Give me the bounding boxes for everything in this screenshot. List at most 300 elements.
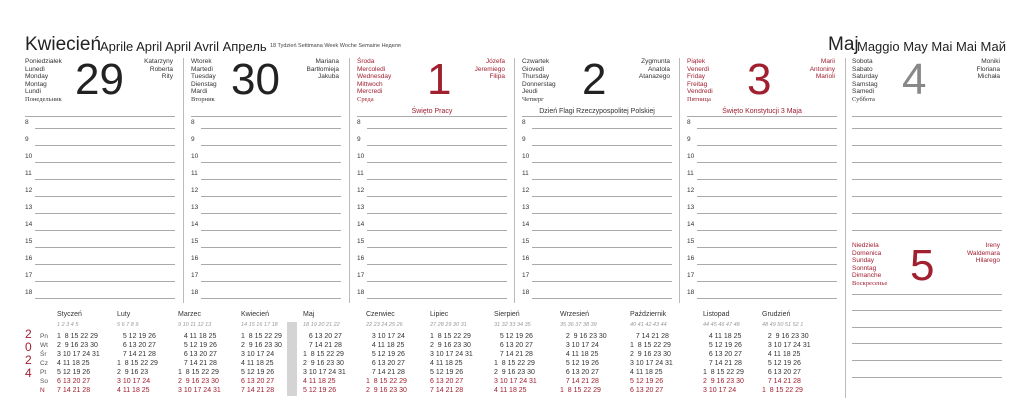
hour-label[interactable]: 18 [522,289,530,296]
weekday-name[interactable]: Sobota [852,58,873,65]
hour-line[interactable] [367,196,507,197]
hour-line[interactable] [532,230,672,231]
name-day[interactable]: Zygmunta [641,58,670,65]
hour-line[interactable] [852,196,1002,197]
weekday-names[interactable] [357,58,391,104]
separator-line[interactable] [25,116,175,117]
calendar-row[interactable]: 7 14 21 28 [703,360,742,367]
separator-line[interactable] [357,116,507,117]
month-name[interactable]: Kwiecień [241,311,270,318]
calendar-row[interactable]: 5 12 19 26 [494,333,533,340]
calendar-row[interactable]: 1 8 15 22 29 [57,333,98,340]
hour-label[interactable]: 12 [357,187,365,194]
hour-label[interactable]: 13 [357,204,365,211]
week-numbers[interactable]: 5 6 7 8 9 [117,322,139,328]
calendar-row[interactable]: 1 8 15 22 29 [303,351,344,358]
hour-label[interactable]: 8 [522,119,526,126]
year-digit[interactable]: 0 [25,340,32,354]
calendar-row[interactable]: 4 11 18 25 [117,387,150,394]
hour-line[interactable] [201,179,341,180]
calendar-row[interactable]: 2 9 16 23 30 [241,342,282,349]
hour-label[interactable]: 16 [191,255,199,262]
name-days[interactable] [306,58,339,81]
month-name[interactable]: Październik [630,311,667,318]
hour-line[interactable] [852,310,1002,311]
calendar-row[interactable]: 1 8 15 22 29 [430,333,471,340]
hour-label[interactable]: 14 [522,221,530,228]
dow-label[interactable]: So [40,378,48,385]
calendar-row[interactable]: 7 14 21 28 [178,360,217,367]
calendar-row[interactable]: 5 12 19 26 [366,351,405,358]
weekday-name[interactable]: Суббота [852,95,875,103]
hour-line[interactable] [532,128,672,129]
day-number[interactable]: 29 [75,55,124,104]
hour-line[interactable] [367,162,507,163]
name-day[interactable]: Floriana [976,65,1000,73]
month-name[interactable]: Grudzień [762,311,791,318]
dow-label[interactable]: Wt [40,342,48,349]
hour-label[interactable]: 14 [25,221,33,228]
weekday-name[interactable]: Mercoledì [357,65,386,73]
hour-line[interactable] [201,128,341,129]
calendar-row[interactable]: 6 13 20 27 [366,360,405,367]
calendar-row[interactable]: 5 12 19 26 [57,369,91,376]
hour-line[interactable] [697,298,837,299]
dow-label[interactable]: Cz [40,360,48,367]
hour-label[interactable]: 10 [522,153,530,160]
hour-line[interactable] [201,145,341,146]
weekday-name[interactable]: Poniedziałek [25,58,62,65]
calendar-row[interactable]: 4 11 18 25 [57,360,90,367]
calendar-row[interactable]: 7 14 21 28 [57,387,91,394]
calendar-row[interactable]: 5 12 19 26 [117,333,156,340]
week-numbers[interactable]: 48 49 50 51 52 1 [762,322,804,328]
hour-label[interactable]: 18 [357,289,365,296]
weekday-name[interactable]: Tuesday [191,73,216,81]
column-divider[interactable] [845,58,846,303]
weekday-names[interactable] [852,58,878,104]
hour-label[interactable]: 10 [357,153,365,160]
hour-label[interactable]: 17 [25,272,33,279]
name-day[interactable]: Marioli [815,73,835,81]
calendar-row[interactable]: 2 9 16 23 30 [703,378,744,385]
weekday-name[interactable]: Czwartek [522,58,550,65]
calendar-row[interactable]: 1 8 15 22 29 [560,387,601,394]
calendar-row[interactable]: 5 12 19 26 [241,369,275,376]
dow-label[interactable]: Pt [40,369,47,376]
calendar-row[interactable]: 2 9 16 23 30 [366,387,407,394]
hour-label[interactable]: 14 [191,221,199,228]
hour-line[interactable] [35,247,175,248]
hour-line[interactable] [532,179,672,180]
hour-line[interactable] [852,327,1002,328]
month-name[interactable]: Wrzesień [560,311,590,318]
weekday-name[interactable]: Четверг [522,95,544,103]
hour-label[interactable]: 13 [25,204,33,211]
day-number[interactable]: 5 [910,241,935,290]
name-day[interactable]: Filipa [489,73,505,81]
weekday-name[interactable]: Wednesday [357,73,392,81]
name-day[interactable]: Mariana [315,58,339,65]
hour-line[interactable] [852,213,1002,214]
calendar-row[interactable]: 1 8 15 22 29 [366,378,407,385]
hour-line[interactable] [852,162,1002,163]
calendar-row[interactable]: 2 9 16 23 30 [494,369,535,376]
dow-label[interactable]: Śr [40,351,47,358]
name-day[interactable]: Atanazego [638,73,670,81]
weekday-name[interactable]: Giovedì [522,65,545,73]
separator-line[interactable] [852,116,1002,117]
hour-line[interactable] [35,213,175,214]
week-numbers[interactable]: 9 10 11 12 13 [178,322,212,328]
calendar-row[interactable]: 1 8 15 22 29 [703,369,744,376]
day-number[interactable]: 4 [902,55,927,104]
hour-line[interactable] [697,179,837,180]
calendar-row[interactable]: 6 13 20 27 [178,351,217,358]
weekday-name[interactable]: Venerdì [687,65,710,73]
calendar-row[interactable]: 5 12 19 26 [430,369,464,376]
hour-line[interactable] [201,196,341,197]
column-divider[interactable] [514,58,515,303]
hour-line[interactable] [697,145,837,146]
hour-line[interactable] [367,247,507,248]
hour-label[interactable]: 18 [687,289,695,296]
hour-label[interactable]: 13 [687,204,695,211]
week-numbers[interactable]: 31 32 33 34 35 [494,322,531,328]
calendar-row[interactable]: 4 11 18 25 [762,351,801,358]
calendar-row[interactable]: 3 10 17 24 31 [762,342,811,349]
hour-line[interactable] [35,230,175,231]
hour-label[interactable]: 17 [687,272,695,279]
hour-label[interactable]: 15 [357,238,365,245]
week-numbers[interactable]: 18 19 20 21 22 [303,322,340,328]
day-column[interactable] [687,55,837,308]
hour-line[interactable] [201,281,341,282]
day-number[interactable]: 3 [747,55,772,104]
calendar-row[interactable]: 3 10 17 24 31 [57,351,100,358]
weekday-name[interactable]: Lundi [25,88,41,96]
hour-line[interactable] [201,247,341,248]
calendar-row[interactable]: 5 12 19 26 [703,342,742,349]
day-number[interactable]: 1 [427,55,452,104]
weekday-name[interactable]: Sunday [852,257,875,265]
calendar-row[interactable]: 5 12 19 26 [762,360,801,367]
hour-line[interactable] [201,264,341,265]
calendar-row[interactable]: 3 10 17 24 [241,351,275,358]
calendar-row[interactable]: 4 11 18 25 [703,333,742,340]
separator-line[interactable] [687,116,837,117]
calendar-row[interactable]: 3 10 17 24 31 [303,369,346,376]
calendar-row[interactable]: 7 14 21 28 [560,378,599,385]
hour-line[interactable] [367,179,507,180]
weekday-name[interactable]: Monday [25,73,49,81]
month-name[interactable]: Czerwiec [366,311,395,318]
hour-label[interactable]: 15 [25,238,33,245]
hour-line[interactable] [367,264,507,265]
column-divider[interactable] [679,58,680,303]
name-day[interactable]: Jakuba [318,73,339,81]
calendar-row[interactable]: 3 10 17 24 [366,333,405,340]
weekday-name[interactable]: Samstag [852,80,878,88]
calendar-row[interactable]: 6 13 20 27 [560,369,599,376]
calendar-row[interactable]: 1 8 15 22 29 [630,342,671,349]
calendar-row[interactable]: 1 8 15 22 29 [178,369,219,376]
name-day[interactable]: Roberta [149,65,173,73]
hour-label[interactable]: 14 [357,221,365,228]
weekday-names[interactable] [191,58,217,104]
weekday-names[interactable] [852,242,887,288]
hour-label[interactable]: 16 [522,255,530,262]
calendar-row[interactable]: 7 14 21 28 [366,369,405,376]
calendar-row[interactable]: 1 8 15 22 29 [241,333,282,340]
hour-line[interactable] [35,162,175,163]
hour-line[interactable] [852,179,1002,180]
weekday-name[interactable]: Domenica [852,249,882,257]
hour-line[interactable] [367,145,507,146]
name-day[interactable]: Ireny [985,242,1000,249]
hour-label[interactable]: 11 [191,170,198,177]
hour-label[interactable]: 8 [25,119,29,126]
calendar-row[interactable]: 3 10 17 24 31 [430,351,473,358]
hour-line[interactable] [201,213,341,214]
hour-label[interactable]: 17 [522,272,530,279]
calendar-row[interactable]: 7 14 21 28 [117,351,156,358]
hour-label[interactable]: 12 [687,187,695,194]
name-days[interactable] [639,58,670,81]
calendar-row[interactable]: 6 13 20 27 [762,369,801,376]
calendar-row[interactable]: 3 10 17 24 31 [178,387,221,394]
hour-label[interactable]: 13 [522,204,530,211]
calendar-row[interactable]: 2 9 16 23 30 [762,333,809,340]
hour-line[interactable] [532,264,672,265]
hour-line[interactable] [532,247,672,248]
weekday-name[interactable]: Понедельник [25,95,62,103]
calendar-row[interactable]: 4 11 18 25 [630,369,663,376]
hour-label[interactable]: 15 [687,238,695,245]
month-name[interactable]: Marzec [178,311,201,318]
day-number[interactable]: 30 [231,55,280,104]
weekday-name[interactable]: Niedziela [852,242,879,249]
name-day[interactable]: Waldemara [967,249,1000,257]
weekday-name[interactable]: Вторник [191,95,215,103]
year-digit[interactable]: 2 [25,327,32,341]
name-days[interactable] [932,242,1000,265]
name-day[interactable]: Anatola [647,65,670,73]
name-day[interactable]: Moniki [981,58,1000,65]
weekday-name[interactable]: Mardi [191,88,208,96]
hour-label[interactable]: 18 [191,289,199,296]
calendar-row[interactable]: 7 14 21 28 [303,342,342,349]
day-column[interactable] [357,55,507,308]
calendar-row[interactable]: 6 13 20 27 [703,351,742,358]
separator-line[interactable] [522,116,672,117]
hour-line[interactable] [697,264,837,265]
calendar-row[interactable]: 1 8 15 22 29 [117,360,158,367]
week-numbers[interactable]: 35 36 37 38 39 [560,322,597,328]
hour-label[interactable]: 15 [522,238,530,245]
hour-line[interactable] [35,264,175,265]
name-day[interactable]: Józefa [485,58,505,65]
hour-label[interactable]: 10 [687,153,695,160]
week-numbers[interactable]: 14 15 16 17 18 [241,322,278,328]
year-digit[interactable]: 2 [25,353,32,367]
year-digit[interactable]: 4 [25,366,32,380]
name-days[interactable] [810,58,835,81]
hour-label[interactable]: 16 [25,255,33,262]
calendar-row[interactable]: 6 13 20 27 [494,342,533,349]
hour-label[interactable]: 9 [25,136,29,143]
weekday-name[interactable]: Пятница [687,95,711,103]
weekday-name[interactable]: Среда [357,95,374,103]
hour-label[interactable]: 9 [191,136,195,143]
name-days[interactable] [977,58,1000,81]
hour-line[interactable] [35,145,175,146]
hour-line[interactable] [367,230,507,231]
weekday-name[interactable]: Saturday [852,73,879,81]
calendar-row[interactable]: 1 8 15 22 29 [494,360,535,367]
name-day[interactable]: Rity [161,73,173,81]
name-day[interactable]: Jeremiego [474,65,505,73]
name-day[interactable]: Antoniny [809,65,835,73]
hour-line[interactable] [35,281,175,282]
hour-line[interactable] [201,162,341,163]
hour-line[interactable] [532,162,672,163]
day-column[interactable] [191,55,341,308]
hour-label[interactable]: 11 [357,170,364,177]
calendar-row[interactable]: 3 10 17 24 [117,378,151,385]
hour-line[interactable] [201,230,341,231]
calendar-row[interactable]: 1 8 15 22 29 [762,387,803,394]
hour-line[interactable] [852,128,1002,129]
hour-label[interactable]: 17 [357,272,365,279]
weekday-name[interactable]: Dimanche [852,272,882,280]
hour-line[interactable] [532,281,672,282]
calendar-row[interactable]: 4 11 18 25 [241,360,274,367]
calendar-row[interactable]: 4 11 18 25 [178,333,217,340]
day-column[interactable] [25,55,175,308]
weekday-name[interactable]: Mittwoch [357,80,383,88]
calendar-row[interactable]: 6 13 20 27 [630,387,664,394]
weekday-name[interactable]: Środa [357,58,375,65]
weekday-name[interactable]: Montag [25,80,47,88]
hour-line[interactable] [532,213,672,214]
calendar-row[interactable]: 3 10 17 24 [560,342,599,349]
calendar-row[interactable]: 5 12 19 26 [630,378,664,385]
calendar-row[interactable]: 4 11 18 25 [430,360,463,367]
hour-line[interactable] [697,196,837,197]
current-week-highlight[interactable] [287,322,297,396]
name-days[interactable] [144,58,173,81]
hour-label[interactable]: 12 [25,187,33,194]
week-numbers[interactable]: 22 23 24 25 26 [366,322,403,328]
hour-line[interactable] [852,145,1002,146]
weekday-name[interactable]: Lunedì [25,65,45,73]
name-day[interactable]: Hilarego [975,257,1000,265]
calendar-row[interactable]: 2 9 16 23 30 [57,342,98,349]
holiday-label[interactable]: Dzień Flagi Rzeczypospolitej Polskiej [539,108,655,115]
hour-line[interactable] [367,213,507,214]
hour-label[interactable]: 13 [191,204,199,211]
week-numbers[interactable]: 44 45 46 47 48 [703,322,740,328]
name-day[interactable]: Katarzyny [144,58,173,65]
hour-line[interactable] [697,247,837,248]
day-number[interactable]: 2 [582,55,607,104]
month-name[interactable]: Luty [117,311,131,318]
weekday-name[interactable]: Vendredi [687,88,713,96]
calendar-row[interactable]: 5 12 19 26 [178,342,217,349]
hour-line[interactable] [532,196,672,197]
column-divider[interactable] [183,58,184,303]
name-day[interactable]: Bartłomieja [306,65,339,73]
month-name[interactable]: Sierpień [494,311,520,318]
month-name[interactable]: Listopad [703,311,730,318]
calendar-row[interactable]: 6 13 20 27 [430,378,464,385]
separator-line[interactable] [191,116,341,117]
calendar-row[interactable]: 3 10 17 24 [703,387,737,394]
calendar-row[interactable]: 4 11 18 25 [560,351,599,358]
name-day[interactable]: Marii [820,58,835,65]
calendar-row[interactable]: 2 9 16 23 30 [430,342,471,349]
hour-label[interactable]: 18 [25,289,33,296]
month-name[interactable]: Lipiec [430,311,449,318]
hour-line[interactable] [697,162,837,163]
calendar-row[interactable]: 4 11 18 25 [494,387,527,394]
weekday-name[interactable]: Wtorek [191,58,212,65]
hour-label[interactable]: 10 [25,153,33,160]
calendar-row[interactable]: 7 14 21 28 [494,351,533,358]
hour-label[interactable]: 9 [522,136,526,143]
calendar-row[interactable]: 7 14 21 28 [430,387,464,394]
hour-label[interactable]: 9 [357,136,361,143]
hour-line[interactable] [852,294,1002,295]
weekday-names[interactable] [25,58,62,104]
hour-label[interactable]: 16 [357,255,365,262]
calendar-row[interactable]: 5 12 19 26 [303,387,337,394]
weekday-name[interactable]: Piątek [687,58,706,65]
calendar-row[interactable]: 2 9 16 23 30 [178,378,219,385]
hour-line[interactable] [697,281,837,282]
holiday-label[interactable]: Święto Konstytucji 3 Maja [722,108,802,115]
hour-line[interactable] [35,196,175,197]
calendar-row[interactable]: 6 13 20 27 [241,378,275,385]
calendar-row[interactable]: 2 9 16 23 30 [560,333,607,340]
hour-line[interactable] [201,298,341,299]
hour-line[interactable] [697,128,837,129]
weekday-name[interactable]: Mercredi [357,88,383,96]
name-days[interactable] [475,58,505,81]
calendar-row[interactable]: 6 13 20 27 [117,342,156,349]
hour-line[interactable] [367,128,507,129]
month-name[interactable]: Styczeń [57,311,82,318]
column-divider[interactable] [349,58,350,303]
day-column[interactable] [522,55,672,308]
calendar-row[interactable]: 3 10 17 24 31 [494,378,537,385]
hour-line[interactable] [532,145,672,146]
hour-label[interactable]: 8 [191,119,195,126]
calendar-row[interactable]: 2 9 16 23 30 [303,360,344,367]
hour-label[interactable]: 12 [522,187,530,194]
hour-line[interactable] [697,213,837,214]
hour-line[interactable] [697,230,837,231]
calendar-row[interactable]: 2 9 16 23 [117,369,149,376]
weekday-name[interactable]: Sonntag [852,264,877,272]
hour-line[interactable] [35,128,175,129]
hour-label[interactable]: 9 [687,136,691,143]
hour-line[interactable] [852,343,1002,344]
hour-line[interactable] [532,298,672,299]
weekday-name[interactable]: Thursday [522,73,550,81]
hour-label[interactable]: 11 [522,170,529,177]
